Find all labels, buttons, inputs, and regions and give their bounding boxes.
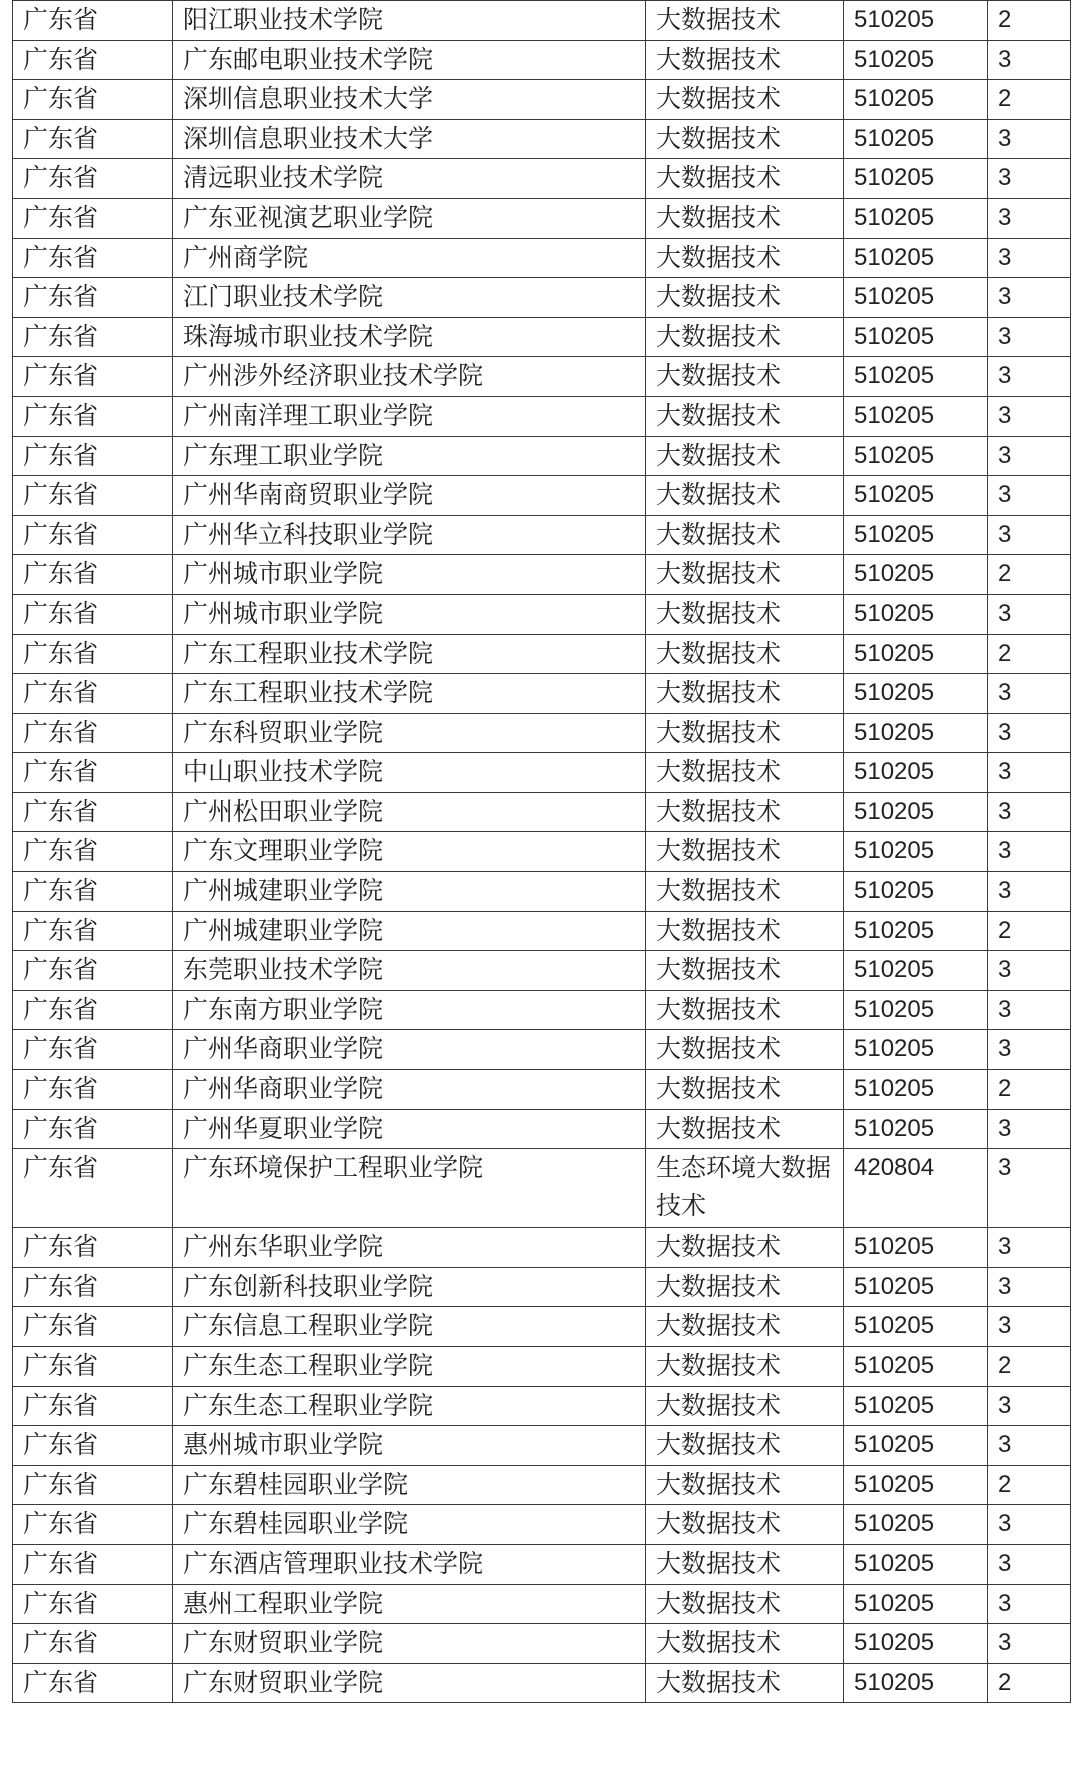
- major-name-cell: 大数据技术: [646, 674, 844, 714]
- duration-cell: 2: [988, 634, 1071, 674]
- province-cell: 广东省: [13, 832, 173, 872]
- major-name-cell: 大数据技术: [646, 1267, 844, 1307]
- major-name-cell: 大数据技术: [646, 159, 844, 199]
- table-row: [13, 911, 1071, 951]
- school-name-cell: 广东亚视演艺职业学院: [173, 198, 646, 238]
- province-cell: 广东省: [13, 1584, 173, 1624]
- school-name-cell: 广东生态工程职业学院: [173, 1386, 646, 1426]
- table-row: [13, 1109, 1071, 1149]
- province-cell: 广东省: [13, 951, 173, 991]
- province-cell: 广东省: [13, 1505, 173, 1545]
- major-code-cell: 510205: [844, 713, 988, 753]
- school-name-cell: 广州华商职业学院: [173, 1070, 646, 1110]
- duration-cell: 3: [988, 1228, 1071, 1268]
- major-code-cell: 510205: [844, 238, 988, 278]
- duration-cell: 3: [988, 792, 1071, 832]
- major-code-cell: 510205: [844, 951, 988, 991]
- table-row: [13, 317, 1071, 357]
- major-name-cell: 大数据技术: [646, 990, 844, 1030]
- duration-cell: 3: [988, 1624, 1071, 1664]
- province-cell: 广东省: [13, 1465, 173, 1505]
- table-row: [13, 436, 1071, 476]
- major-code-cell: 510205: [844, 80, 988, 120]
- duration-cell: 3: [988, 278, 1071, 318]
- province-cell: 广东省: [13, 1, 173, 41]
- school-name-cell: 广东南方职业学院: [173, 990, 646, 1030]
- major-name-cell: 大数据技术: [646, 1228, 844, 1268]
- province-cell: 广东省: [13, 594, 173, 634]
- school-name-cell: 阳江职业技术学院: [173, 1, 646, 41]
- table-row: [13, 872, 1071, 912]
- table-row: [13, 198, 1071, 238]
- table-row: [13, 1386, 1071, 1426]
- duration-cell: 2: [988, 1347, 1071, 1387]
- major-name-cell: 大数据技术: [646, 555, 844, 595]
- major-name-cell: 大数据技术: [646, 436, 844, 476]
- duration-cell: 3: [988, 1544, 1071, 1584]
- duration-cell: 3: [988, 515, 1071, 555]
- province-cell: 广东省: [13, 674, 173, 714]
- table-row: [13, 990, 1071, 1030]
- major-name-cell: 大数据技术: [646, 1386, 844, 1426]
- table-row: [13, 80, 1071, 120]
- duration-cell: 2: [988, 1663, 1071, 1703]
- major-code-cell: 510205: [844, 1663, 988, 1703]
- duration-cell: 3: [988, 872, 1071, 912]
- province-cell: 广东省: [13, 634, 173, 674]
- major-code-cell: 510205: [844, 436, 988, 476]
- major-code-cell: 510205: [844, 159, 988, 199]
- table-body: [13, 1, 1071, 1703]
- province-cell: 广东省: [13, 1109, 173, 1149]
- major-name-cell: 大数据技术: [646, 396, 844, 436]
- school-name-cell: 广州南洋理工职业学院: [173, 396, 646, 436]
- province-cell: 广东省: [13, 753, 173, 793]
- table-row: [13, 674, 1071, 714]
- school-name-cell: 广州城建职业学院: [173, 911, 646, 951]
- school-name-cell: 广州华南商贸职业学院: [173, 476, 646, 516]
- duration-cell: 3: [988, 317, 1071, 357]
- table-row: [13, 1544, 1071, 1584]
- province-cell: 广东省: [13, 159, 173, 199]
- duration-cell: 3: [988, 1307, 1071, 1347]
- duration-cell: 3: [988, 357, 1071, 397]
- table-row: [13, 1465, 1071, 1505]
- school-name-cell: 东莞职业技术学院: [173, 951, 646, 991]
- table-row: [13, 40, 1071, 80]
- table-row: [13, 713, 1071, 753]
- province-cell: 广东省: [13, 1386, 173, 1426]
- school-name-cell: 深圳信息职业技术大学: [173, 80, 646, 120]
- province-cell: 广东省: [13, 515, 173, 555]
- duration-cell: 3: [988, 476, 1071, 516]
- school-name-cell: 广东碧桂园职业学院: [173, 1505, 646, 1545]
- province-cell: 广东省: [13, 278, 173, 318]
- major-name-cell: 大数据技术: [646, 1465, 844, 1505]
- table-row: [13, 119, 1071, 159]
- table-row: [13, 1228, 1071, 1268]
- duration-cell: 3: [988, 1386, 1071, 1426]
- major-code-cell: 510205: [844, 990, 988, 1030]
- major-code-cell: 510205: [844, 317, 988, 357]
- major-code-cell: 510205: [844, 1505, 988, 1545]
- province-cell: 广东省: [13, 1426, 173, 1466]
- duration-cell: 3: [988, 396, 1071, 436]
- major-name-cell: 大数据技术: [646, 1663, 844, 1703]
- school-name-cell: 广东创新科技职业学院: [173, 1267, 646, 1307]
- province-cell: 广东省: [13, 990, 173, 1030]
- school-name-cell: 广州华夏职业学院: [173, 1109, 646, 1149]
- province-cell: 广东省: [13, 1149, 173, 1228]
- province-cell: 广东省: [13, 1663, 173, 1703]
- province-cell: 广东省: [13, 80, 173, 120]
- major-code-cell: 420804: [844, 1149, 988, 1228]
- province-cell: 广东省: [13, 396, 173, 436]
- school-name-cell: 广州城建职业学院: [173, 872, 646, 912]
- major-code-cell: 510205: [844, 674, 988, 714]
- major-name-cell: 大数据技术: [646, 1070, 844, 1110]
- school-name-cell: 清远职业技术学院: [173, 159, 646, 199]
- school-name-cell: 广州城市职业学院: [173, 555, 646, 595]
- duration-cell: 3: [988, 436, 1071, 476]
- school-name-cell: 广东理工职业学院: [173, 436, 646, 476]
- school-name-cell: 广州商学院: [173, 238, 646, 278]
- province-cell: 广东省: [13, 476, 173, 516]
- major-code-cell: 510205: [844, 396, 988, 436]
- major-name-cell: 大数据技术: [646, 1, 844, 41]
- school-name-cell: 广东环境保护工程职业学院: [173, 1149, 646, 1228]
- school-name-cell: 广州松田职业学院: [173, 792, 646, 832]
- major-name-cell: 大数据技术: [646, 1347, 844, 1387]
- major-name-cell: 大数据技术: [646, 713, 844, 753]
- school-name-cell: 广东酒店管理职业技术学院: [173, 1544, 646, 1584]
- major-code-cell: 510205: [844, 753, 988, 793]
- province-cell: 广东省: [13, 436, 173, 476]
- major-code-cell: 510205: [844, 119, 988, 159]
- province-cell: 广东省: [13, 1307, 173, 1347]
- table-row: [13, 396, 1071, 436]
- major-name-cell: 大数据技术: [646, 872, 844, 912]
- major-name-cell: 大数据技术: [646, 357, 844, 397]
- duration-cell: 3: [988, 594, 1071, 634]
- duration-cell: 2: [988, 1465, 1071, 1505]
- major-code-cell: 510205: [844, 357, 988, 397]
- major-name-cell: 大数据技术: [646, 1584, 844, 1624]
- major-name-cell: 大数据技术: [646, 198, 844, 238]
- major-code-cell: 510205: [844, 1544, 988, 1584]
- major-code-cell: 510205: [844, 1, 988, 41]
- major-code-cell: 510205: [844, 872, 988, 912]
- major-code-cell: 510205: [844, 555, 988, 595]
- major-name-cell: 大数据技术: [646, 515, 844, 555]
- table-row: [13, 1030, 1071, 1070]
- table-row: [13, 357, 1071, 397]
- duration-cell: 3: [988, 119, 1071, 159]
- major-code-cell: 510205: [844, 278, 988, 318]
- duration-cell: 3: [988, 990, 1071, 1030]
- school-name-cell: 广州华商职业学院: [173, 1030, 646, 1070]
- table-row: [13, 594, 1071, 634]
- table-row: [13, 1584, 1071, 1624]
- major-name-cell: 大数据技术: [646, 278, 844, 318]
- major-name-cell: 大数据技术: [646, 317, 844, 357]
- major-code-cell: 510205: [844, 40, 988, 80]
- table-row: [13, 792, 1071, 832]
- school-name-cell: 广东信息工程职业学院: [173, 1307, 646, 1347]
- duration-cell: 2: [988, 1070, 1071, 1110]
- duration-cell: 2: [988, 911, 1071, 951]
- province-cell: 广东省: [13, 317, 173, 357]
- major-name-cell: 大数据技术: [646, 1544, 844, 1584]
- table-row: [13, 753, 1071, 793]
- duration-cell: 3: [988, 832, 1071, 872]
- duration-cell: 2: [988, 555, 1071, 595]
- major-code-cell: 510205: [844, 1584, 988, 1624]
- table-row: [13, 515, 1071, 555]
- school-name-cell: 广东生态工程职业学院: [173, 1347, 646, 1387]
- major-code-cell: 510205: [844, 1624, 988, 1664]
- table-row: [13, 1663, 1071, 1703]
- province-cell: 广东省: [13, 713, 173, 753]
- school-name-cell: 广东财贸职业学院: [173, 1663, 646, 1703]
- major-code-cell: 510205: [844, 1386, 988, 1426]
- duration-cell: 3: [988, 1584, 1071, 1624]
- school-name-cell: 广州东华职业学院: [173, 1228, 646, 1268]
- duration-cell: 3: [988, 1426, 1071, 1466]
- school-name-cell: 广州城市职业学院: [173, 594, 646, 634]
- province-cell: 广东省: [13, 119, 173, 159]
- table-row: [13, 1, 1071, 41]
- duration-cell: 3: [988, 951, 1071, 991]
- province-cell: 广东省: [13, 1544, 173, 1584]
- province-cell: 广东省: [13, 555, 173, 595]
- major-name-cell: 大数据技术: [646, 832, 844, 872]
- province-cell: 广东省: [13, 1347, 173, 1387]
- major-name-cell: 大数据技术: [646, 753, 844, 793]
- major-name-cell: 大数据技术: [646, 951, 844, 991]
- major-code-cell: 510205: [844, 1070, 988, 1110]
- majors-table: [12, 0, 1071, 1703]
- school-name-cell: 惠州工程职业学院: [173, 1584, 646, 1624]
- province-cell: 广东省: [13, 1267, 173, 1307]
- school-name-cell: 广东工程职业技术学院: [173, 674, 646, 714]
- major-code-cell: 510205: [844, 1426, 988, 1466]
- province-cell: 广东省: [13, 198, 173, 238]
- major-code-cell: 510205: [844, 1109, 988, 1149]
- province-cell: 广东省: [13, 911, 173, 951]
- major-code-cell: 510205: [844, 1465, 988, 1505]
- duration-cell: 3: [988, 198, 1071, 238]
- duration-cell: 3: [988, 1109, 1071, 1149]
- major-name-cell: 大数据技术: [646, 792, 844, 832]
- school-name-cell: 广州涉外经济职业技术学院: [173, 357, 646, 397]
- duration-cell: 3: [988, 1267, 1071, 1307]
- school-name-cell: 中山职业技术学院: [173, 753, 646, 793]
- duration-cell: 3: [988, 1030, 1071, 1070]
- major-code-cell: 510205: [844, 911, 988, 951]
- duration-cell: 3: [988, 1505, 1071, 1545]
- major-name-cell: 大数据技术: [646, 1109, 844, 1149]
- school-name-cell: 江门职业技术学院: [173, 278, 646, 318]
- province-cell: 广东省: [13, 1624, 173, 1664]
- major-name-cell: 大数据技术: [646, 238, 844, 278]
- major-code-cell: 510205: [844, 1347, 988, 1387]
- province-cell: 广东省: [13, 872, 173, 912]
- table-row: [13, 1624, 1071, 1664]
- major-name-cell: 大数据技术: [646, 40, 844, 80]
- major-name-cell: 大数据技术: [646, 911, 844, 951]
- duration-cell: 2: [988, 80, 1071, 120]
- major-code-cell: 510205: [844, 1030, 988, 1070]
- province-cell: 广东省: [13, 1030, 173, 1070]
- table-row: [13, 1149, 1071, 1228]
- school-name-cell: 广东科贸职业学院: [173, 713, 646, 753]
- major-name-cell: 大数据技术: [646, 80, 844, 120]
- table-row: [13, 832, 1071, 872]
- duration-cell: 3: [988, 159, 1071, 199]
- major-code-cell: 510205: [844, 792, 988, 832]
- major-code-cell: 510205: [844, 198, 988, 238]
- table-row: [13, 1505, 1071, 1545]
- major-name-cell: 大数据技术: [646, 1505, 844, 1545]
- major-code-cell: 510205: [844, 832, 988, 872]
- major-code-cell: 510205: [844, 1228, 988, 1268]
- province-cell: 广东省: [13, 1070, 173, 1110]
- major-name-cell: 大数据技术: [646, 594, 844, 634]
- school-name-cell: 广东碧桂园职业学院: [173, 1465, 646, 1505]
- province-cell: 广东省: [13, 792, 173, 832]
- province-cell: 广东省: [13, 40, 173, 80]
- school-name-cell: 深圳信息职业技术大学: [173, 119, 646, 159]
- table-row: [13, 1070, 1071, 1110]
- table-row: [13, 634, 1071, 674]
- school-name-cell: 广州华立科技职业学院: [173, 515, 646, 555]
- school-name-cell: 广东工程职业技术学院: [173, 634, 646, 674]
- duration-cell: 2: [988, 1, 1071, 41]
- major-code-cell: 510205: [844, 1267, 988, 1307]
- school-name-cell: 广东文理职业学院: [173, 832, 646, 872]
- table-row: [13, 159, 1071, 199]
- school-name-cell: 广东邮电职业技术学院: [173, 40, 646, 80]
- table-row: [13, 555, 1071, 595]
- duration-cell: 3: [988, 1149, 1071, 1228]
- duration-cell: 3: [988, 753, 1071, 793]
- major-name-cell: 生态环境大数据技术: [646, 1149, 844, 1228]
- major-name-cell: 大数据技术: [646, 1307, 844, 1347]
- major-name-cell: 大数据技术: [646, 1426, 844, 1466]
- table-row: [13, 1307, 1071, 1347]
- major-name-cell: 大数据技术: [646, 476, 844, 516]
- school-name-cell: 广东财贸职业学院: [173, 1624, 646, 1664]
- duration-cell: 3: [988, 238, 1071, 278]
- major-code-cell: 510205: [844, 594, 988, 634]
- major-code-cell: 510205: [844, 634, 988, 674]
- table-row: [13, 1426, 1071, 1466]
- major-name-cell: 大数据技术: [646, 1624, 844, 1664]
- major-code-cell: 510205: [844, 515, 988, 555]
- table-row: [13, 278, 1071, 318]
- table-row: [13, 238, 1071, 278]
- duration-cell: 3: [988, 674, 1071, 714]
- major-name-cell: 大数据技术: [646, 119, 844, 159]
- table-row: [13, 1267, 1071, 1307]
- table-row: [13, 951, 1071, 991]
- duration-cell: 3: [988, 713, 1071, 753]
- province-cell: 广东省: [13, 238, 173, 278]
- major-name-cell: 大数据技术: [646, 1030, 844, 1070]
- province-cell: 广东省: [13, 357, 173, 397]
- major-name-cell: 大数据技术: [646, 634, 844, 674]
- duration-cell: 3: [988, 40, 1071, 80]
- table-row: [13, 476, 1071, 516]
- school-name-cell: 珠海城市职业技术学院: [173, 317, 646, 357]
- table-row: [13, 1347, 1071, 1387]
- major-code-cell: 510205: [844, 476, 988, 516]
- province-cell: 广东省: [13, 1228, 173, 1268]
- school-name-cell: 惠州城市职业学院: [173, 1426, 646, 1466]
- major-code-cell: 510205: [844, 1307, 988, 1347]
